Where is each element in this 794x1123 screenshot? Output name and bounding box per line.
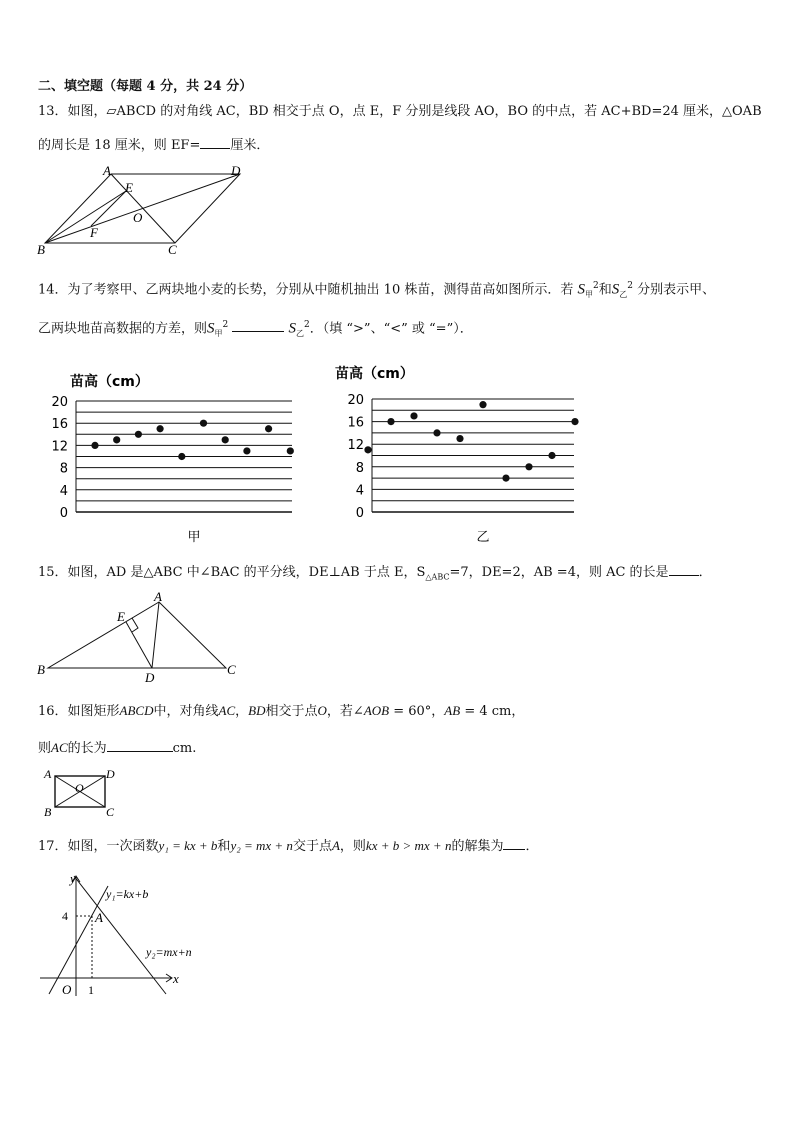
data-point <box>135 431 142 438</box>
answer-blank-15[interactable] <box>669 563 699 576</box>
point-a-label: A <box>95 910 103 925</box>
q17-line1 <box>38 837 538 855</box>
data-point <box>200 420 207 427</box>
q15-end: ． <box>698 565 712 580</box>
right-angle-mark <box>132 618 138 632</box>
variance-jia-sup: 2 <box>593 281 599 291</box>
q17-text-c: ，则 <box>339 839 366 854</box>
q16-line2-b: 的长为 <box>67 741 107 756</box>
label-o: O <box>133 210 143 225</box>
q15-text-2: =7，DE=2，AB =4，则 AC 的长是 <box>449 565 669 580</box>
q16-ac: AC <box>218 703 236 718</box>
variance-yi-sub: 乙 <box>619 289 628 299</box>
q17-ineq: kx + b > mx + n <box>365 838 452 853</box>
data-point <box>287 447 294 454</box>
line-y2-label: y₂=mx+n <box>146 945 192 959</box>
q16-comma: ， <box>235 704 249 719</box>
y-tick-label: 4 <box>59 483 68 499</box>
variance-jia-sub: 甲 <box>585 289 593 299</box>
q17-f2: y₂ = mx + n <box>230 838 293 853</box>
data-point <box>433 429 440 436</box>
data-point <box>113 436 120 443</box>
q16-rectangle-figure <box>38 765 128 820</box>
label-c: C <box>168 242 177 257</box>
tick-1: 1 <box>88 983 94 997</box>
q16-line1 <box>38 703 524 720</box>
data-point <box>525 463 532 470</box>
line-y1-label: y₁=kx+b <box>106 887 149 901</box>
q15-line1 <box>38 563 712 586</box>
q13-unit: 厘米． <box>230 138 270 153</box>
q16-text-a: 16．如图矩形 <box>38 704 120 719</box>
data-point <box>387 418 394 425</box>
data-point <box>364 446 371 453</box>
data-point <box>502 475 509 482</box>
chart-xlabel: 乙 <box>476 530 490 545</box>
data-point <box>178 453 185 460</box>
q16-line2 <box>38 739 196 757</box>
label-e: E <box>117 609 125 624</box>
label-e: E <box>125 180 133 195</box>
q16-unit: cm. <box>172 741 197 756</box>
y-tick-label: 4 <box>355 483 364 499</box>
data-point <box>91 442 98 449</box>
q16-text-f: = 4 cm， <box>460 704 525 719</box>
q14-line2 <box>38 317 473 342</box>
chart-title: 苗高（cm） <box>70 374 149 390</box>
q17-text-a: 17．如图，一次函数 <box>38 839 159 854</box>
origin-label: O <box>62 982 72 997</box>
label-c: C <box>227 662 236 677</box>
data-point <box>222 436 229 443</box>
data-point <box>243 447 250 454</box>
variance-s-jia-2: S <box>207 320 215 337</box>
chart-xlabel: 甲 <box>187 530 201 545</box>
chart-yi <box>310 355 595 550</box>
label-d: D <box>106 767 115 781</box>
tick-4: 4 <box>62 909 68 923</box>
variance-s-jia: S <box>577 281 585 298</box>
data-point <box>548 452 555 459</box>
q17-text-d: 的解集为 <box>451 839 504 854</box>
variance-jia-sup-2: 2 <box>222 320 229 330</box>
label-a: A <box>154 589 162 604</box>
variance-yi-sub-2: 乙 <box>296 328 305 338</box>
q16-text-b: 中，对角线 <box>153 704 219 719</box>
label-b: B <box>37 242 45 257</box>
q16-text-d: ，若∠ <box>326 704 364 719</box>
triangle-abc <box>48 602 226 668</box>
q13-line1: 13．如图，▱ABCD 的对角线 AC，BD 相交于点 O，点 E，F 分别是线段 AO，BO 的中点，若 AC+BD=24 厘米，△OAB <box>38 104 762 119</box>
data-point <box>571 418 578 425</box>
y-tick-label: 8 <box>355 460 364 476</box>
data-point <box>479 401 486 408</box>
y-tick-label: 20 <box>51 395 68 410</box>
q17-and: 和 <box>217 839 231 854</box>
y-tick-label: 0 <box>59 506 68 521</box>
q15-text: 15．如图，AD 是△ABC 中∠BAC 的平分线，DE⊥AB 于点 E，S <box>38 565 426 580</box>
q16-o: O <box>317 703 327 718</box>
label-o: O <box>75 781 84 795</box>
data-point <box>456 435 463 442</box>
label-b: B <box>37 662 45 677</box>
chart-title: 苗高（cm） <box>335 366 414 382</box>
q13-line2-text: 的周长是 18 厘米，则 EF= <box>38 138 201 153</box>
variance-s-yi-2: S <box>288 320 297 337</box>
q13-parallelogram-figure <box>30 162 270 258</box>
q14-line1-text: 14．为了考察甲、乙两块地小麦的长势，分别从中随机抽出 10 株苗，测得苗高如图所示．若 <box>38 282 574 298</box>
q14-line2-text: 乙两块地苗高数据的方差，则 <box>38 321 208 337</box>
chart-jia <box>30 360 305 550</box>
variance-s-yi: S <box>611 281 620 298</box>
q15-sub: △ABC <box>425 572 450 582</box>
label-b: B <box>44 805 52 819</box>
y-tick-label: 16 <box>347 415 364 431</box>
q16-ac-2: AC <box>51 740 68 755</box>
q17-a: A <box>331 838 340 853</box>
q16-text-e: = 60°， <box>389 704 445 719</box>
section-title: 二、填空题（每题 4 分，共 24 分） <box>38 79 253 94</box>
bisector-ad <box>152 602 159 668</box>
y-tick-label: 8 <box>59 461 68 477</box>
answer-blank-17[interactable] <box>503 837 525 850</box>
q16-abcd: ABCD <box>119 703 154 718</box>
label-a: A <box>44 767 52 781</box>
q16-text-c: 相交于点 <box>265 704 318 719</box>
label-c: C <box>106 805 115 819</box>
data-point <box>410 412 417 419</box>
x-label: x <box>173 971 179 986</box>
variance-jia-sub-2: 甲 <box>214 328 223 338</box>
y-tick-label: 12 <box>51 439 68 455</box>
diagonal-bd <box>45 174 240 243</box>
q16-bd: BD <box>248 703 266 718</box>
q16-line2-a: 则 <box>38 741 52 756</box>
and-text: 和 <box>598 282 612 298</box>
q14-line1 <box>38 278 715 303</box>
answer-blank-14[interactable] <box>232 319 284 332</box>
q15-triangle-figure <box>30 588 250 683</box>
q17-end: ． <box>525 839 539 854</box>
variance-yi-sup-2: 2 <box>304 320 310 330</box>
y-label: y <box>70 871 76 886</box>
label-d: D <box>145 670 155 683</box>
data-point <box>265 425 272 432</box>
y-tick-label: 12 <box>347 438 364 454</box>
label-d: D <box>231 163 241 178</box>
q17-text-b: 交于点 <box>292 839 332 854</box>
variance-yi-sup: 2 <box>627 281 633 291</box>
data-point <box>157 425 164 432</box>
y-tick-label: 16 <box>51 417 68 433</box>
q14-line2-end: ．（填 “>”、“<” 或 “=”）． <box>309 321 473 337</box>
q17-graph-figure <box>40 868 240 1000</box>
q17-f1: y₁ = kx + b <box>158 838 218 853</box>
perpendicular-de <box>126 622 152 668</box>
q14-line1-end: 分别表示甲、 <box>637 282 716 298</box>
y-tick-label: 20 <box>347 393 364 408</box>
answer-blank-16[interactable] <box>107 739 173 752</box>
label-f: F <box>90 225 98 240</box>
q13-line2 <box>38 136 269 154</box>
label-a: A <box>103 163 111 178</box>
answer-blank-13[interactable] <box>200 136 230 149</box>
q16-ab: AB <box>444 703 461 718</box>
q16-aob: AOB <box>363 703 390 718</box>
segment-be <box>45 191 126 243</box>
y-tick-label: 0 <box>355 506 364 521</box>
